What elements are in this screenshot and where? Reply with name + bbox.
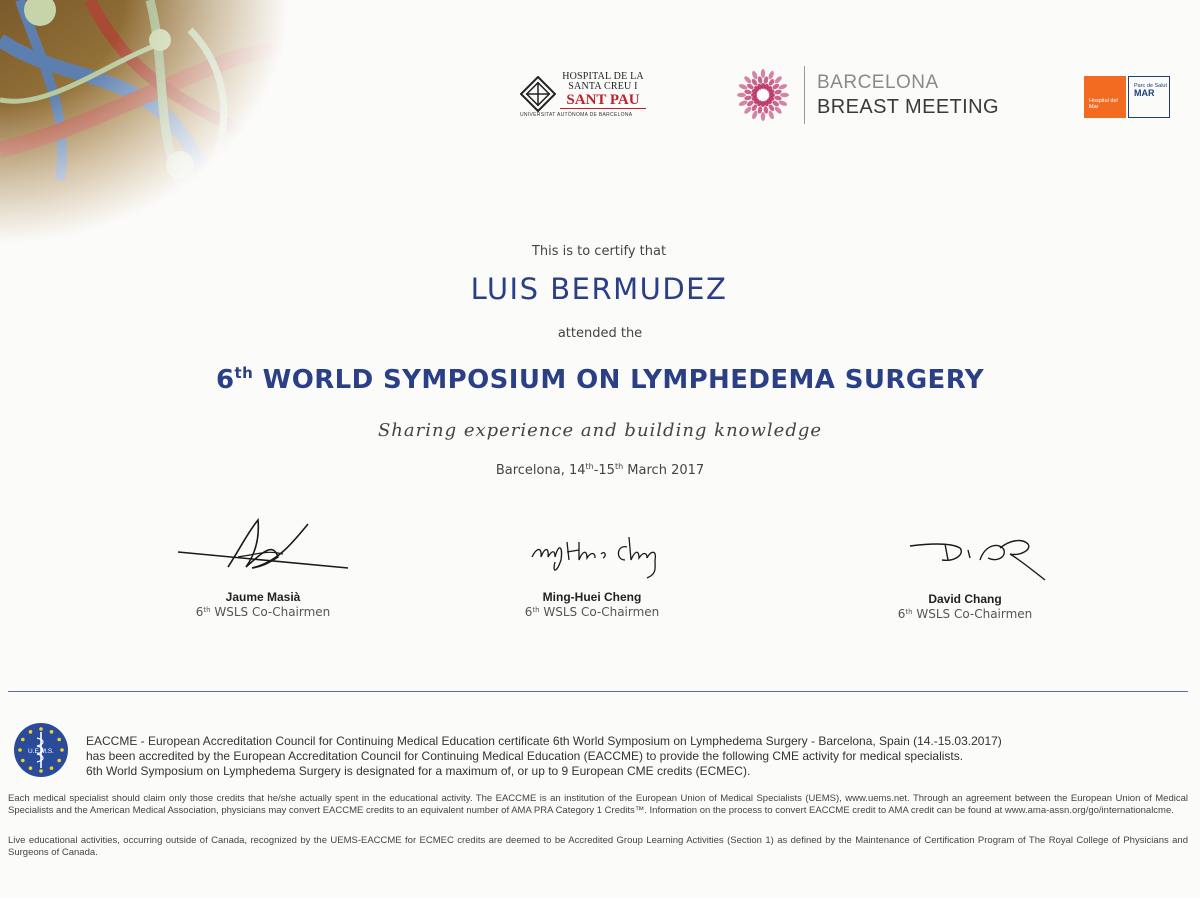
bbm-line2: BREAST MEETING <box>817 96 999 118</box>
attended-text: attended the <box>557 326 643 341</box>
sant-pau-emblem-icon <box>520 76 556 112</box>
role-number: 6 <box>897 607 906 621</box>
sant-pau-line2: SANTA CREU I <box>568 81 638 92</box>
hospital-del-mar-logo <box>1084 76 1170 118</box>
date-sup2: th <box>614 462 624 471</box>
date-mid: -15 <box>593 463 615 478</box>
uems-badge-icon <box>13 722 69 778</box>
event-ordinal-suffix: th <box>234 364 254 382</box>
signatory-name: Jaume Masià <box>225 590 301 604</box>
role-sup: th <box>532 606 540 614</box>
sant-pau-line1: HOSPITAL DE LA <box>562 71 644 82</box>
accreditation-statement <box>86 734 1186 779</box>
signatory-3 <box>855 514 1075 621</box>
parc-de-salut-mar-label <box>1128 76 1170 118</box>
certify-text: This is to certify that <box>531 244 667 259</box>
event-tagline: Sharing experience and building knowledge <box>377 420 823 441</box>
sant-pau-university: UNIVERSITAT AUTÒNOMA DE BARCELONA <box>520 112 633 118</box>
divider-line <box>8 691 1188 692</box>
signatory-role <box>153 605 373 619</box>
signatory-name: Ming-Huei Cheng <box>542 590 642 604</box>
mar-text: MAR <box>1134 88 1155 99</box>
recipient-name: LUIS BERMUDEZ <box>470 272 728 306</box>
event-ordinal: 6 <box>216 365 235 395</box>
signature-ming-huei-cheng-icon <box>497 512 687 582</box>
event-date <box>0 462 1200 478</box>
date-prefix: Barcelona, 14 <box>495 463 586 478</box>
accreditation-line1: EACCME - European Accreditation Council for Continuing Medical Education certificate 6th World Symposium on Lymphedema Surgery - Barcelona, Spain (14.-15.03.2017) <box>86 734 1002 748</box>
role-text: WSLS Co-Chairmen <box>539 605 660 619</box>
barcelona-breast-meeting-logo <box>734 64 1014 126</box>
role-sup: th <box>905 608 913 616</box>
accreditation-line3: 6th World Symposium on Lymphedema Surgery is designated for a maximum of, or up to 9 European CME credits (ECMEC). <box>86 764 751 778</box>
role-number: 6 <box>195 605 204 619</box>
signatory-role <box>855 607 1075 621</box>
sant-pau-logo <box>520 72 648 118</box>
signature-jaume-masia-icon <box>168 512 358 582</box>
bbm-line1: BARCELONA <box>817 72 939 93</box>
role-text: WSLS Co-Chairmen <box>912 607 1033 621</box>
logo-divider <box>804 66 805 124</box>
signatory-name: David Chang <box>928 592 1002 606</box>
sant-pau-line3: SANT PAU <box>560 93 646 109</box>
accreditation-line2: has been accredited by the European Accreditation Council for Continuing Medical Education (EACCME) to provide the following CME activity for medical specialists. <box>86 749 964 763</box>
date-suffix: March 2017 <box>623 463 705 478</box>
credit-conversion-note: Each medical specialist should claim only those credits that he/she actually spent in the educational activity. The EACCME is an institution of the European Union of Medical Specialists (UEMS), www.uems.net. Through an agreement between the European Union of Medical Specialists and the American Medical Association, physicians may convert EACCME credits to an equivalent number of AMA PRA Category 1 Credits™. Information on the process to convert EACCME credit to AMA credit can be found at www.ama-assn.org/go/internationalcme. <box>8 793 1188 816</box>
uems-badge-text: U.E.M.S. <box>27 748 55 755</box>
role-number: 6 <box>524 605 533 619</box>
parc-de-salut-text: Parc de Salut <box>1134 83 1168 89</box>
signatory-1 <box>153 512 373 619</box>
signatory-role <box>482 605 702 619</box>
role-sup: th <box>203 606 211 614</box>
canada-recognition-note: Live educational activities, occurring outside of Canada, recognized by the UEMS-EACCME for ECMEC credits are deemed to be Accredited Group Learning Activities (Section 1) as defined by the Maintenance of Certification Program of The Royal College of Physicians and Surgeons of Canada. <box>8 835 1188 858</box>
date-sup1: th <box>585 462 594 471</box>
event-title-text: WORLD SYMPOSIUM ON LYMPHEDEMA SURGERY <box>253 365 984 395</box>
flower-icon <box>734 66 792 124</box>
event-title <box>0 364 1200 395</box>
signatory-2 <box>482 512 702 619</box>
hospital-del-mar-label: Hospital del Mar <box>1084 76 1126 118</box>
role-text: WSLS Co-Chairmen <box>210 605 331 619</box>
signature-david-chang-icon <box>870 514 1060 584</box>
